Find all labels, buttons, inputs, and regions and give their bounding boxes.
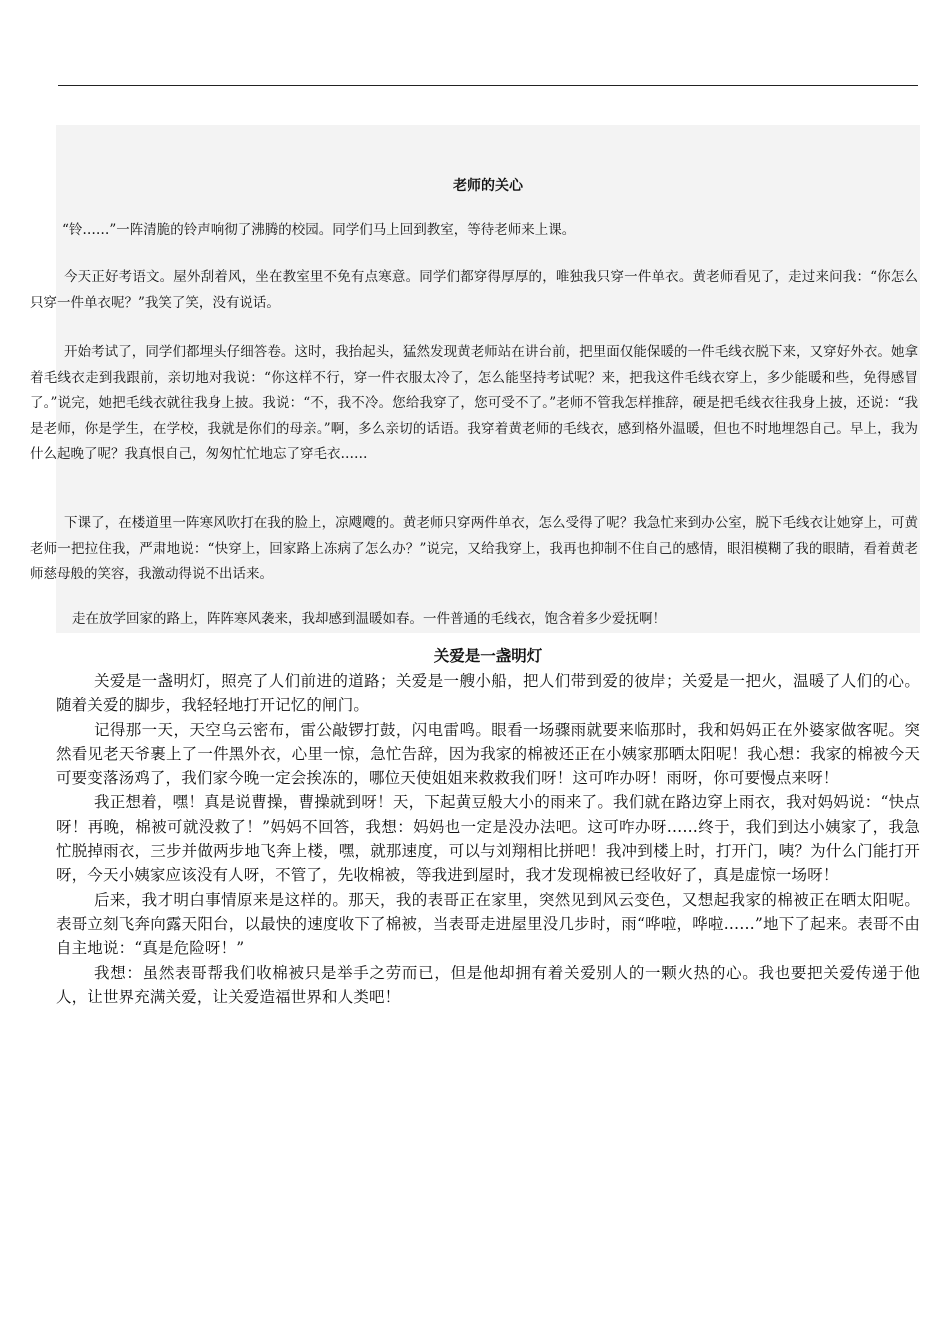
essay-love-lamp (56, 645, 920, 1009)
essay-paragraph: 关爱是一盏明灯，照亮了人们前进的道路；关爱是一艘小船，把人们带到爱的彼岸；关爱是一把火，温暖了人们的心。随着关爱的脚步，我轻轻地打开记忆的闸门。 (56, 672, 920, 715)
essay-paragraph: 下课了，在楼道里一阵寒风吹打在我的脸上，凉飕飕的。黄老师只穿两件单衣，怎么受得了呢？我急忙来到办公室，脱下毛线衣让她穿上，可黄老师一把拉住我，严肃地说：“快穿上，回家路上冻病了怎么办？”说完，又给我穿上，我再也抑制不住自己的感情，眼泪模糊了我的眼睛，看着黄老师慈母般的笑容，我激动得说不出话来。 (30, 515, 918, 582)
essay-paragraph: 开始考试了，同学们都埋头仔细答卷。这时，我抬起头，猛然发现黄老师站在讲台前，把里面仅能保暖的一件毛线衣脱下来，又穿好外衣。她拿着毛线衣走到我跟前，亲切地对我说：“你这样不行，穿一件衣服太冷了，怎么能坚持考试呢？来，把我这件毛线衣穿上，多少能暖和些，免得感冒了。”说完，她把毛线衣就往我身上披。我说：“不，我不冷。您给我穿了，您可受不了。”老师不管我怎样推辞，硬是把毛线衣往我身上披，还说：“我是老师，你是学生，在学校，我就是你们的母亲。”啊，多么亲切的话语。我穿着黄老师的毛线衣，感到格外温暖，但也不时地埋怨自己。早上，我为什么起晚了呢？我真恨自己，匆匆忙忙地忘了穿毛衣…… (30, 344, 918, 462)
essay-paragraph: “铃……”一阵清脆的铃声响彻了沸腾的校园。同学们马上回到教室，等待老师来上课。 (62, 222, 576, 238)
essay-paragraph: 记得那一天，天空乌云密布，雷公敲锣打鼓，闪电雷鸣。眼看一场骤雨就要来临那时，我和妈妈正在外婆家做客呢。突然看见老天爷裹上了一件黑外衣，心里一惊，急忙告辞，因为我家的棉被还正在小姨家那晒太阳呢！我心想：我家的棉被今天可要变落汤鸡了，我们家今晚一定会挨冻的，哪位天使姐姐来救救我们呀！这可咋办呀！雨呀，你可要慢点来呀！ (56, 720, 920, 788)
essay-title: 老师的关心 (453, 178, 523, 194)
essay-paragraph: 我想：虽然表哥帮我们收棉被只是举手之劳而已，但是他却拥有着关爱别人的一颗火热的心。我也要把关爱传递于他人，让世界充满关爱，让关爱造福世界和人类吧！ (56, 963, 920, 1006)
essay-teacher-care (30, 125, 920, 633)
top-rule (58, 85, 918, 86)
essay-paragraph: 我正想着，嘿！真是说曹操，曹操就到呀！天，下起黄豆般大小的雨来了。我们就在路边穿上雨衣，我对妈妈说：“快点呀！再晚，棉被可就没救了！”妈妈不回答，我想：妈妈也一定是没办法吧。这可咋办呀……终于，我们到达小姨家了，我急忙脱掉雨衣，三步并做两步地飞奔上楼，嘿，就那速度，可以与刘翔相比拼吧！我冲到楼上时，打开门，咦？为什么门能打开呀，今天小姨家应该没有人呀，不管了，先收棉被，等我进到屋时，我才发现棉被已经收好了，真是虚惊一场呀！ (56, 793, 920, 885)
essay-paragraph: 后来，我才明白事情原来是这样的。那天，我的表哥正在家里，突然见到风云变色，又想起我家的棉被正在晒太阳呢。表哥立刻飞奔向露天阳台，以最快的速度收下了棉被，当表哥走进屋里没几步时，雨“哗啦，哗啦……”地下了起来。表哥不由自主地说：“真是危险呀！” (56, 890, 920, 958)
essay-paragraph: 走在放学回家的路上，阵阵寒风袭来，我却感到温暖如春。一件普通的毛线衣，饱含着多少爱抚啊！ (72, 611, 666, 627)
essay-paragraph: 今天正好考语文。屋外刮着风，坐在教室里不免有点寒意。同学们都穿得厚厚的，唯独我只穿一件单衣。黄老师看见了，走过来问我：“你怎么只穿一件单衣呢？”我笑了笑，没有说话。 (30, 269, 918, 311)
essay-title: 关爱是一盏明灯 (433, 647, 543, 665)
